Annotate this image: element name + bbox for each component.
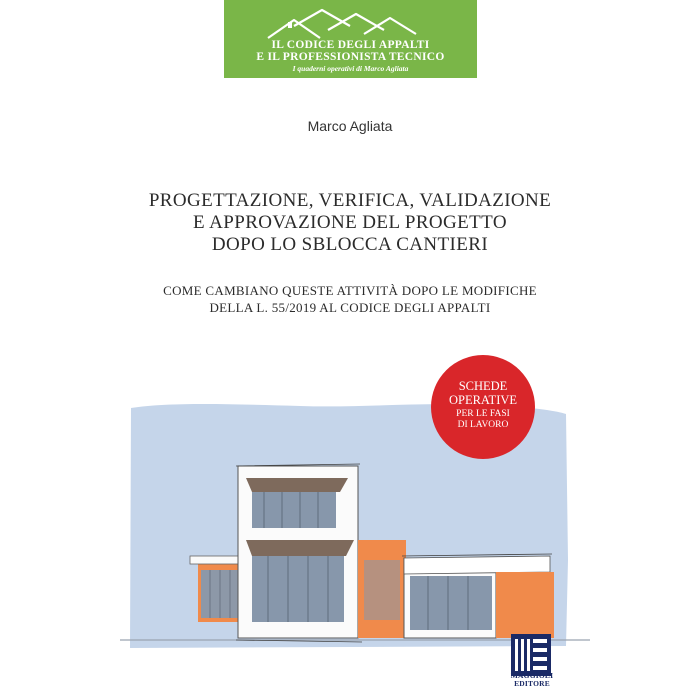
- series-title-line1: IL CODICE DEGLI APPALTI: [271, 39, 430, 51]
- badge-line1: SCHEDE: [458, 379, 508, 393]
- publisher-name: [505, 672, 559, 688]
- badge-line4: DI LAVORO: [457, 420, 509, 430]
- schede-operative-badge: [431, 355, 535, 459]
- author-name: Marco Agliata: [307, 118, 393, 134]
- book-subtitle-line: COME CAMBIANO QUESTE ATTIVITÀ DOPO LE MODIFICHE: [163, 283, 537, 298]
- publisher-line2: EDITORE: [514, 679, 550, 688]
- book-title-line: PROGETTAZIONE, VERIFICA, VALIDAZIONE: [148, 190, 552, 211]
- badge-line2: OPERATIVE: [448, 393, 518, 407]
- badge-line3: PER LE FASI: [456, 409, 510, 419]
- book-title-line: E APPROVAZIONE DEL PROGETTO: [193, 212, 507, 233]
- book-title-line: DOPO LO SBLOCCA CANTIERI: [211, 234, 489, 255]
- book-subtitle-line: DELLA L. 55/2019 AL CODICE DEGLI APPALTI: [209, 300, 491, 315]
- publisher-line1: MAGGIOLI: [510, 671, 554, 680]
- series-title-line2: E IL PROFESSIONISTA TECNICO: [256, 51, 445, 63]
- series-subtitle: I quaderni operativi di Marco Agliata: [292, 64, 409, 73]
